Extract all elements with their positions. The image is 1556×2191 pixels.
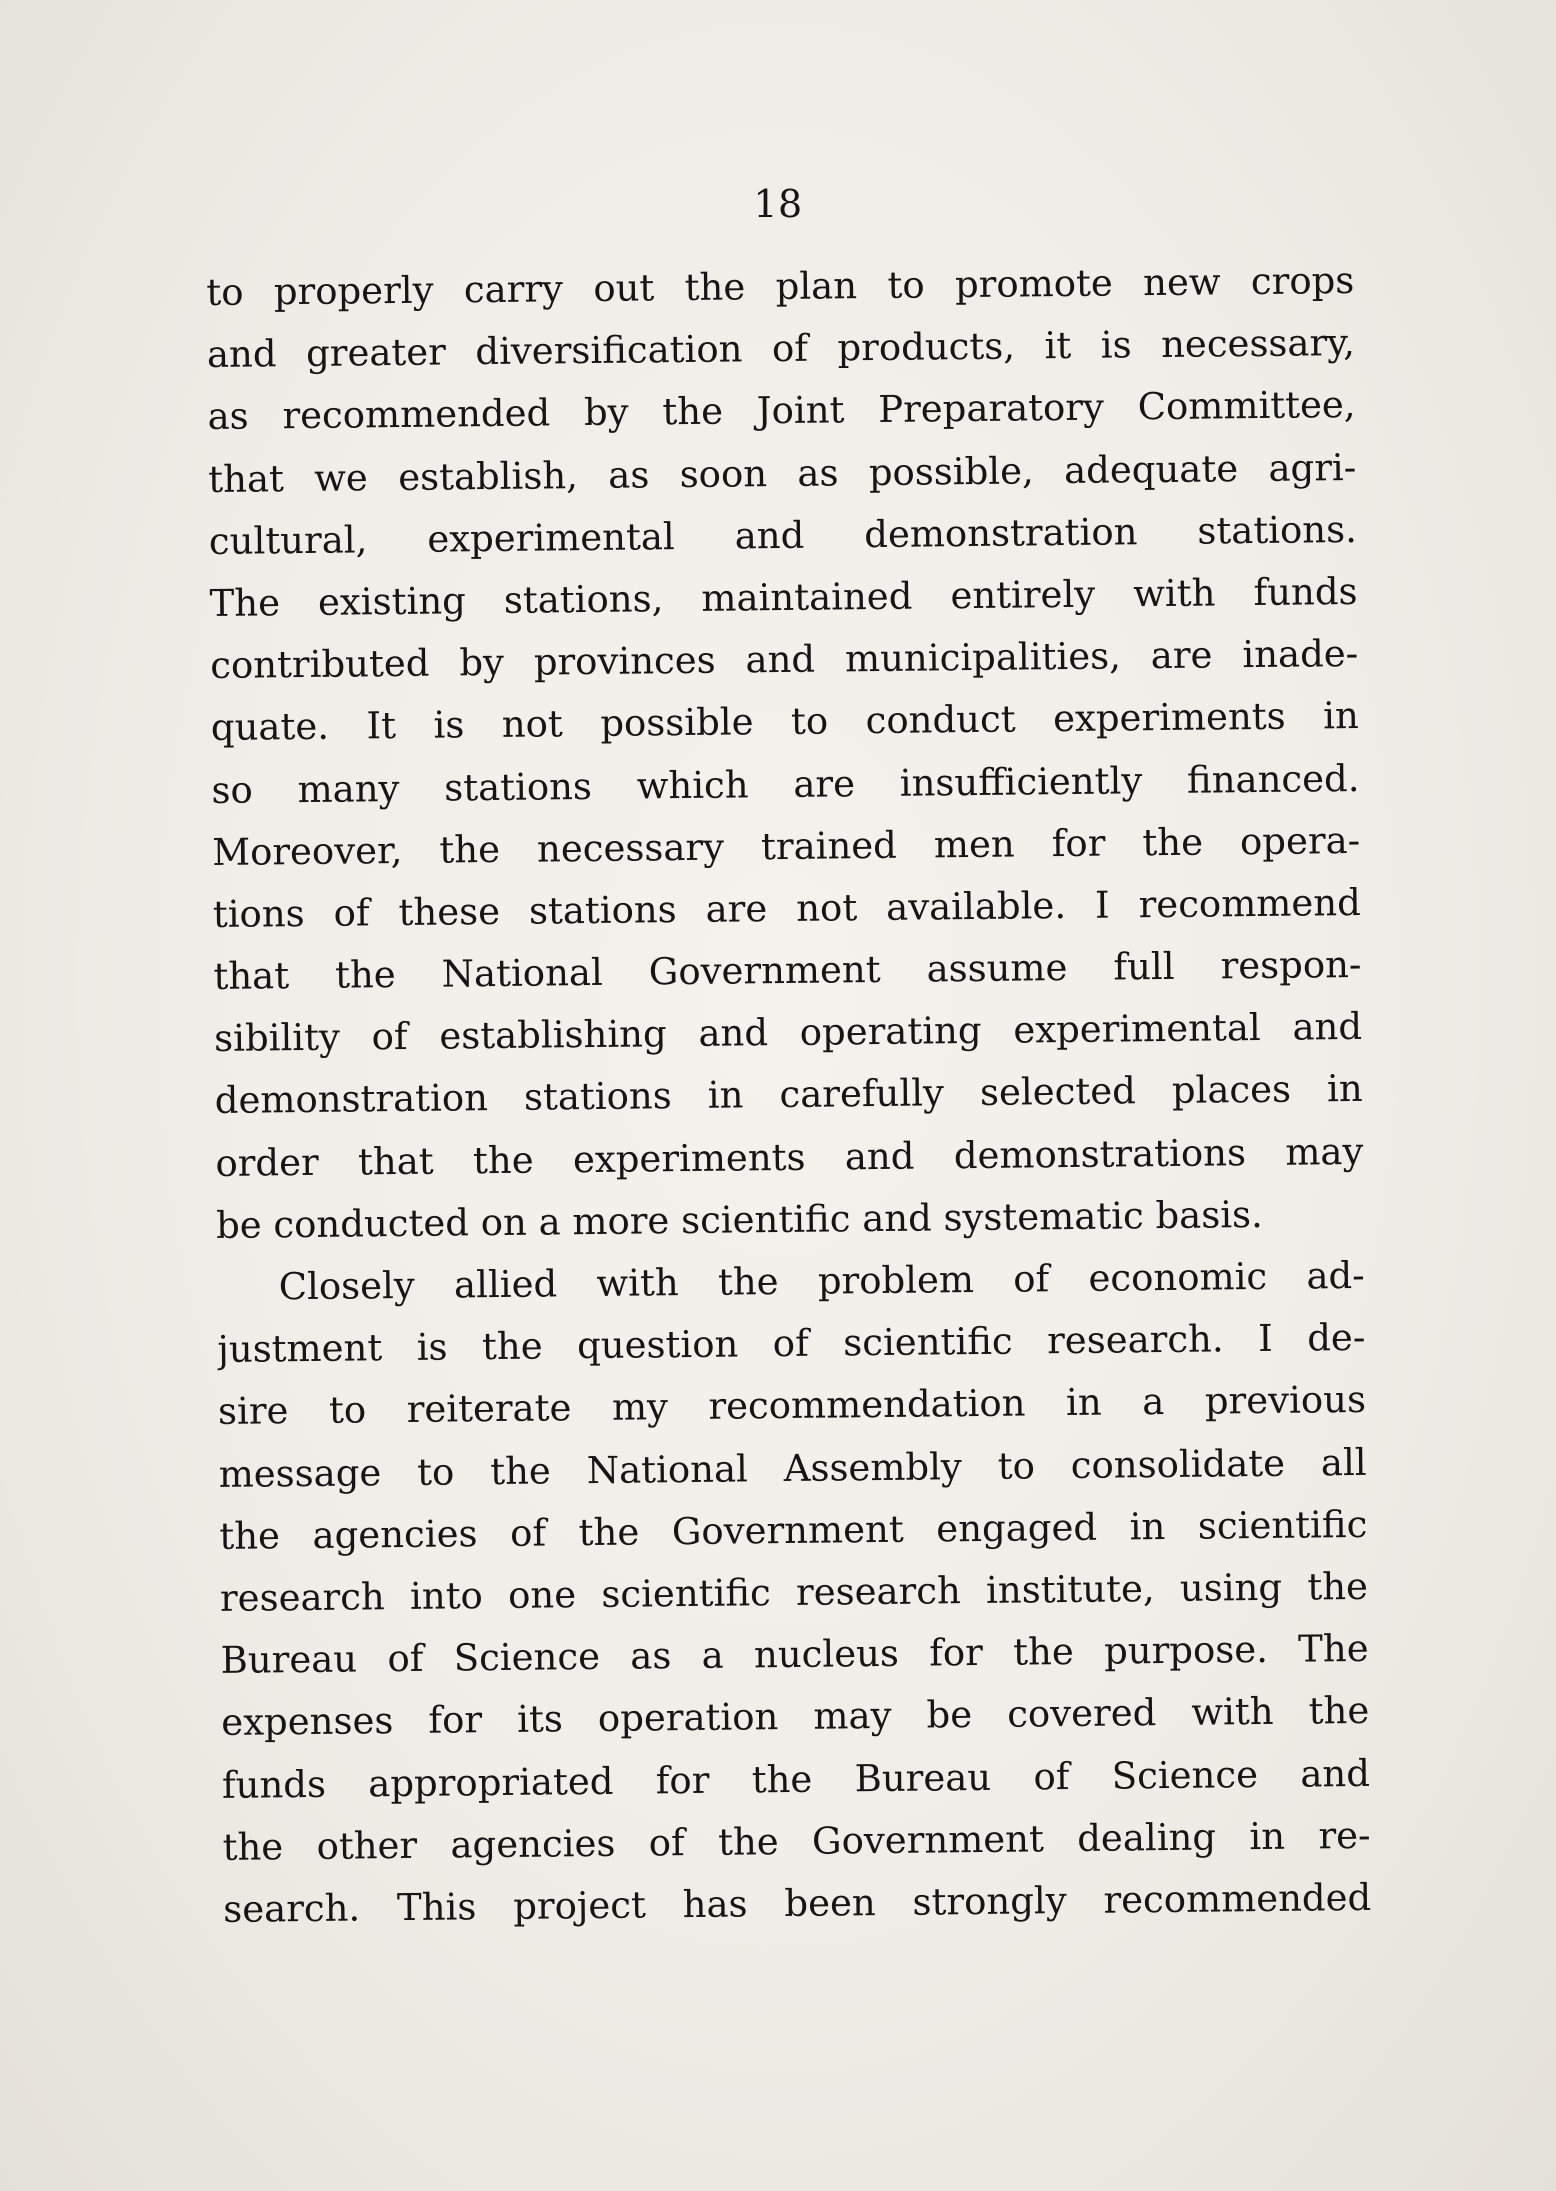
text-line: funds appropriated for the Bureau of Science and: [221, 1751, 1371, 1807]
text-line: demonstration stations in carefully selected places in: [214, 1067, 1363, 1123]
text-line: message to the National Assembly to consolidate all: [218, 1440, 1367, 1496]
text-line: search. This project has been strongly recommended: [223, 1875, 1372, 1931]
text-line: justment is the question of scientific research. I de-: [217, 1316, 1366, 1372]
text-line: the agencies of the Government engaged in scientific: [219, 1502, 1368, 1558]
text-line: expenses for its operation may be covered with the: [221, 1689, 1370, 1745]
text-line: Bureau of Science as a nucleus for the purpose. The: [220, 1627, 1369, 1683]
text-line: The existing stations, maintained entirely with funds: [209, 569, 1358, 625]
text-line: order that the experiments and demonstrations may: [215, 1129, 1364, 1185]
text-line: cultural, experimental and demonstration stations.: [208, 507, 1358, 563]
page-number: 18: [753, 182, 803, 226]
text-line: and greater diversification of products, it is necessary,: [206, 321, 1356, 377]
text-line: contributed by provinces and municipalities, are inade-: [210, 632, 1359, 688]
text-line: Closely allied with the problem of economic ad-: [278, 1253, 1365, 1309]
text-line: as recommended by the Joint Preparatory Committee,: [207, 383, 1356, 439]
text-line: to properly carry out the plan to promote new crops: [206, 258, 1355, 314]
text-line: sire to reiterate my recommendation in a previous: [217, 1378, 1367, 1434]
body-text: [206, 250, 1372, 1941]
text-line: that we establish, as soon as possible, adequate agri-: [208, 445, 1357, 501]
text-line: so many stations which are insufficiently financed.: [211, 756, 1360, 812]
text-line: be conducted on a more scientific and systematic basis.: [215, 1192, 1264, 1247]
text-line: sibility of establishing and operating experimental and: [213, 1005, 1363, 1061]
text-line: the other agencies of the Government dealing in re-: [222, 1813, 1371, 1869]
text-line: research into one scientific research institute, using the: [219, 1564, 1369, 1620]
text-line: quate. It is not possible to conduct experiments in: [210, 694, 1360, 750]
text-line: tions of these stations are not available. I recommend: [212, 880, 1361, 936]
text-line: that the National Government assume full respon-: [213, 943, 1362, 999]
text-line: Moreover, the necessary trained men for the opera-: [211, 818, 1361, 874]
